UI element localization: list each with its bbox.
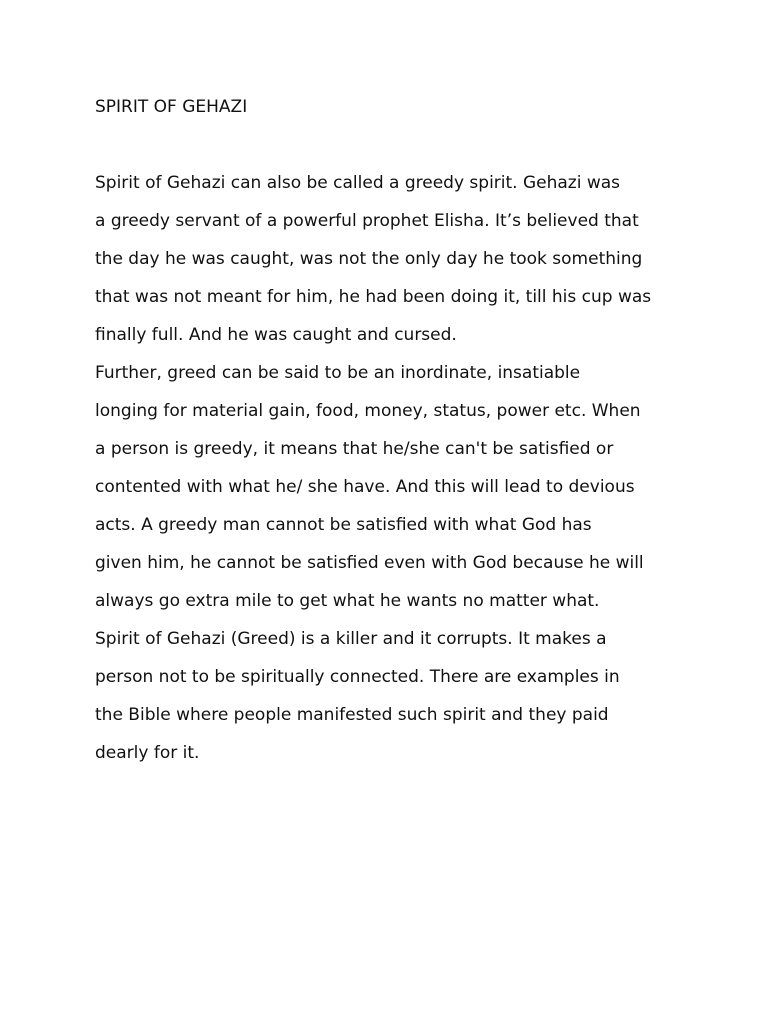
body-line: person not to be spiritually connected. There are examples in bbox=[95, 667, 620, 687]
body-line: a person is greedy, it means that he/she can't be satisfied or bbox=[95, 439, 614, 459]
body-line: that was not meant for him, he had been doing it, till his cup was bbox=[95, 287, 652, 307]
body-line: the day he was caught, was not the only day he took something bbox=[95, 249, 643, 269]
body-line: always go extra mile to get what he wants no matter what. bbox=[95, 591, 600, 611]
body-line: the Bible where people manifested such spirit and they paid bbox=[95, 705, 609, 725]
body-line: Further, greed can be said to be an inordinate, insatiable bbox=[95, 363, 581, 383]
body-line: a greedy servant of a powerful prophet Elisha. It’s believed that bbox=[95, 211, 639, 231]
body-line: Spirit of Gehazi (Greed) is a killer and it corrupts. It makes a bbox=[95, 629, 607, 649]
body-line: Spirit of Gehazi can also be called a greedy spirit. Gehazi was bbox=[95, 173, 621, 193]
body-line: given him, he cannot be satisfied even with God because he will bbox=[95, 553, 644, 573]
body-line: dearly for it. bbox=[95, 743, 200, 763]
document-title: SPIRIT OF GEHAZI bbox=[95, 97, 248, 117]
body-line: contented with what he/ she have. And this will lead to devious bbox=[95, 477, 635, 497]
document-body bbox=[95, 168, 705, 776]
body-line: longing for material gain, food, money, status, power etc. When bbox=[95, 401, 641, 421]
body-line: finally full. And he was caught and cursed. bbox=[95, 325, 457, 345]
body-line: acts. A greedy man cannot be satisfied with what God has bbox=[95, 515, 592, 535]
